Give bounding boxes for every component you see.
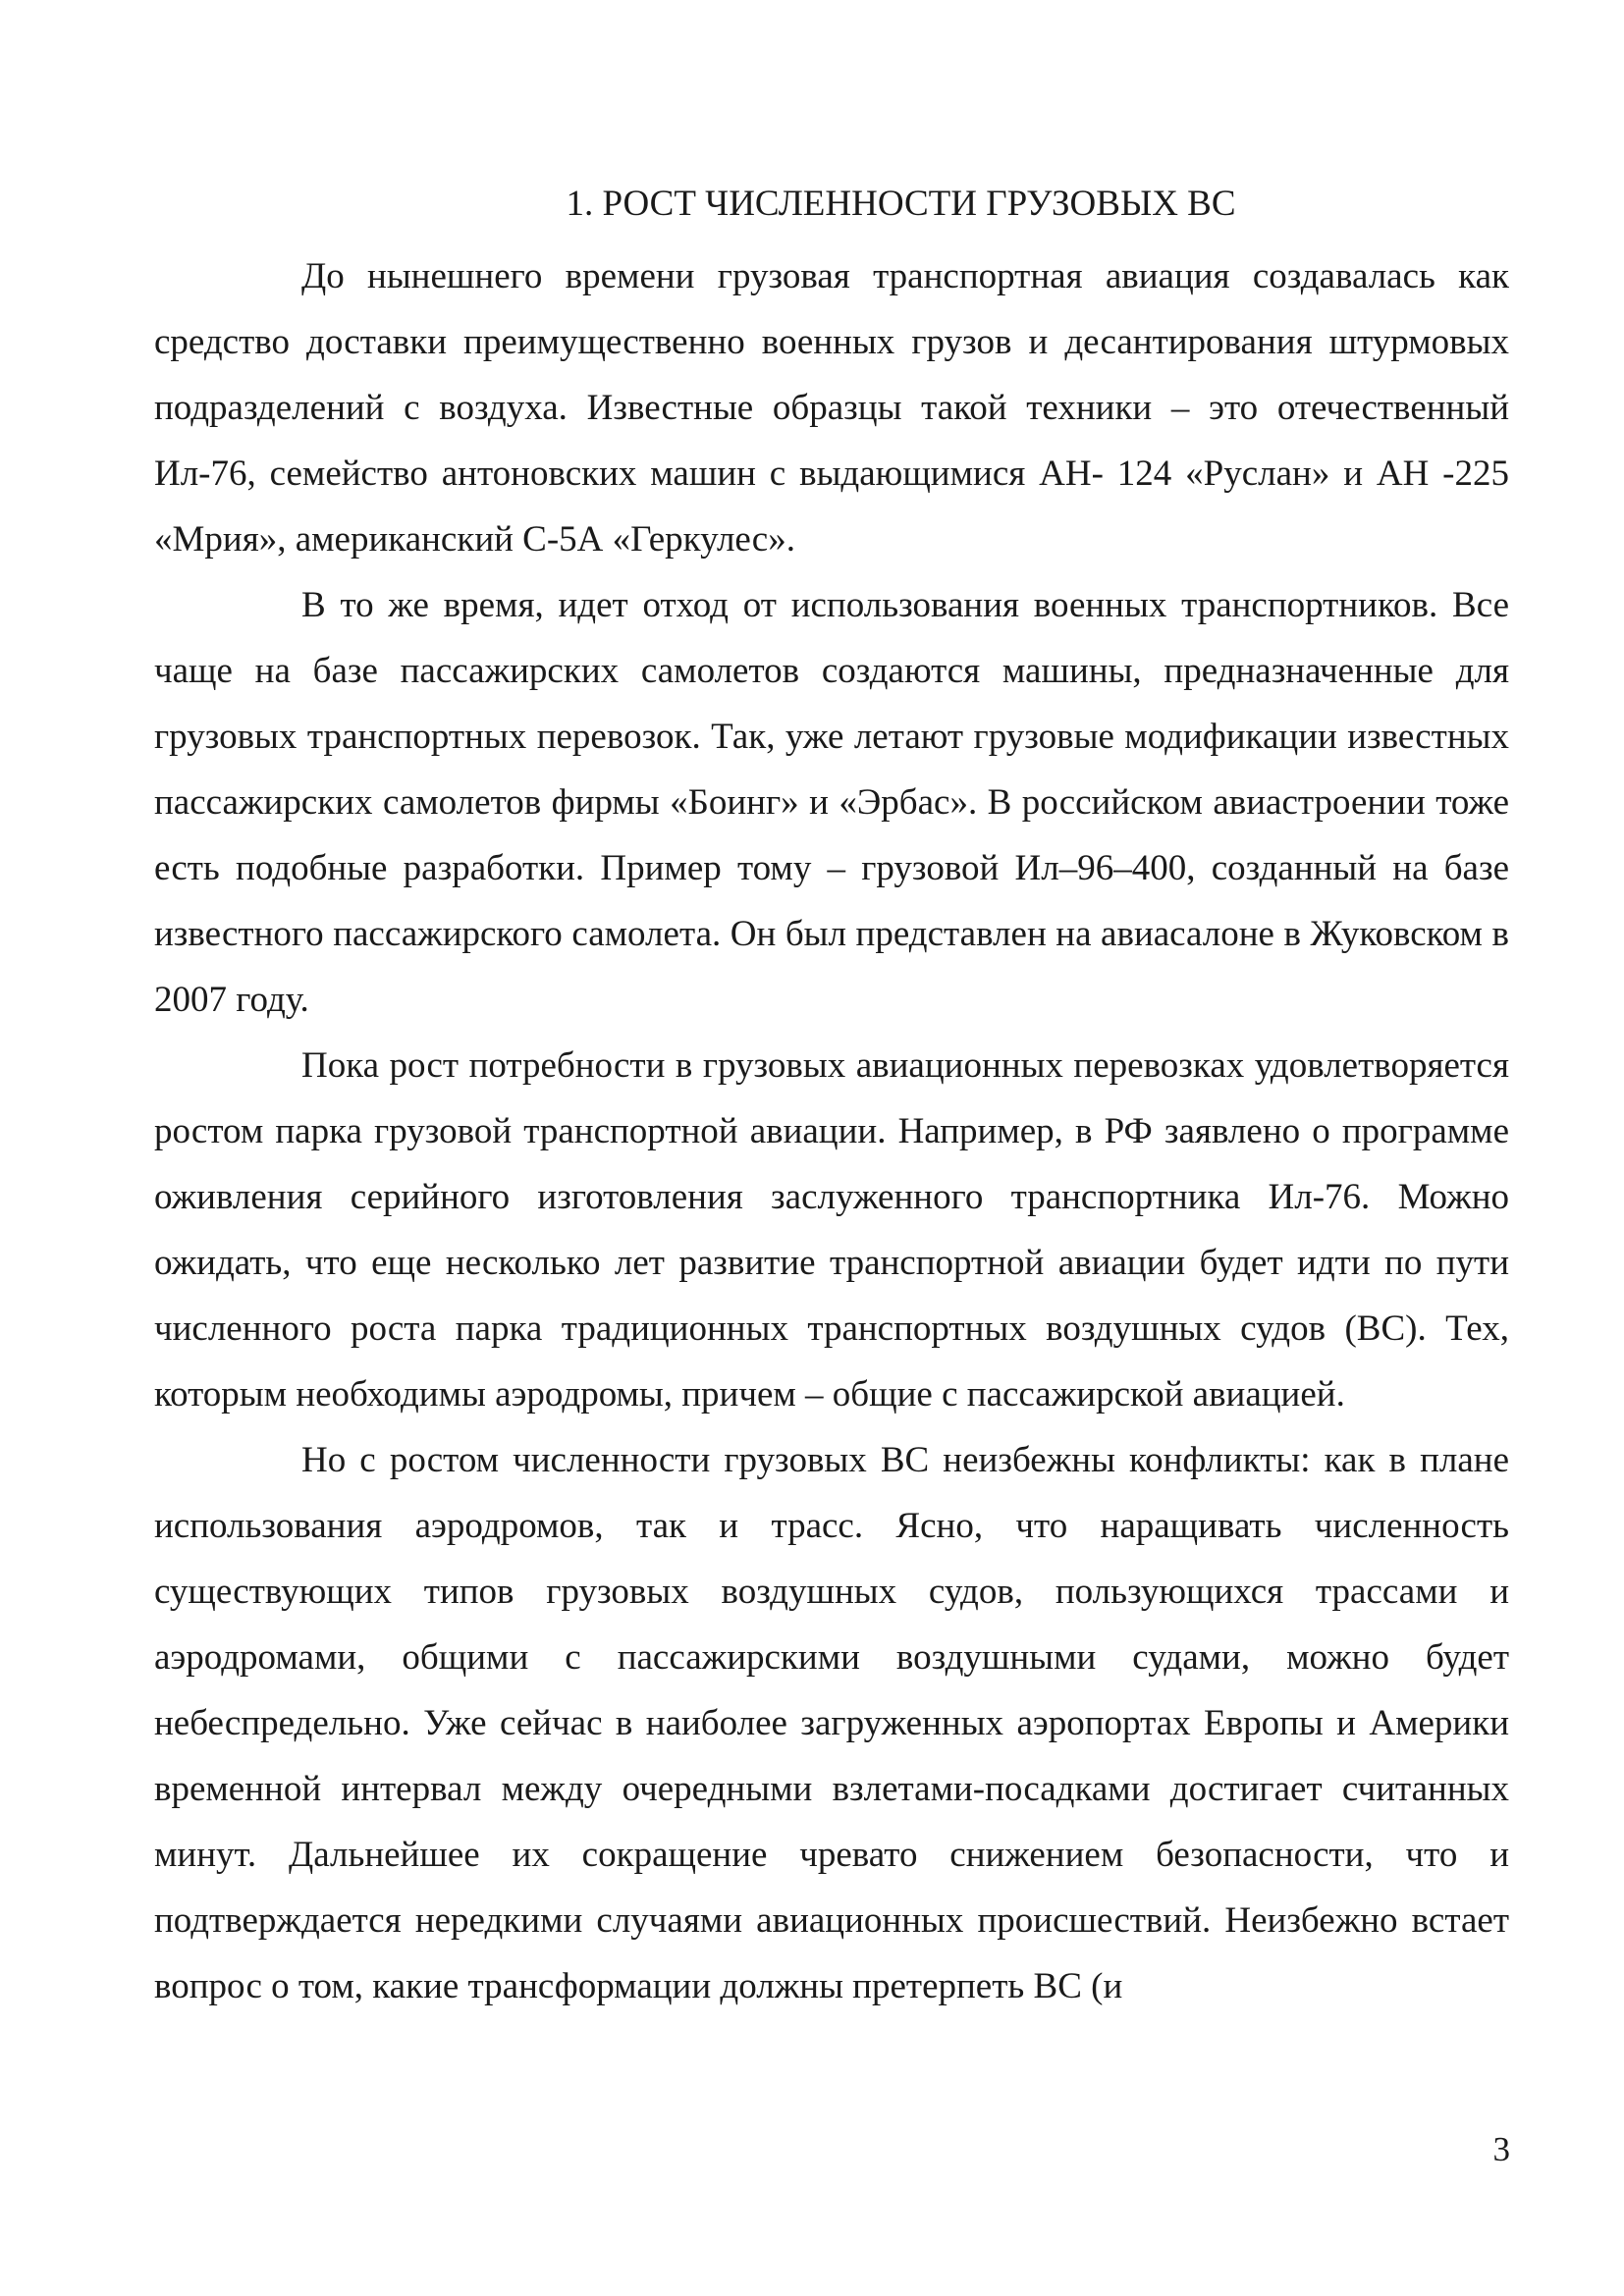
paragraph: Пока рост потребности в грузовых авиационных перевозках удовлетворяется ростом парка грузовой транспортной авиации. Например, в РФ заявлено о программе оживления серийного изготовления заслуженного транспортника Ил-76. Можно ожидать, что еще несколько лет развитие транспортной авиации будет идти по пути численного роста парка традиционных транспортных воздушных судов (ВС). Тех, которым необходимы аэродромы, причем – общие с пассажирской авиацией. [154, 1045, 1509, 1415]
section-heading: 1. РОСТ ЧИСЛЕННОСТИ ГРУЗОВЫХ ВС [566, 184, 1236, 224]
page-number: 3 [1492, 2130, 1510, 2168]
paragraph: В то же время, идет отход от использования военных транспортников. Все чаще на базе пассажирских самолетов создаются машины, предназначенные для грузовых транспортных перевозок. Так, уже летают грузовые модификации известных пассажирских самолетов фирмы «Боинг» и «Эрбас». В российском авиастроении тоже есть подобные разработки. Пример тому – грузовой Ил–96–400, созданный на базе известного пассажирского самолета. Он был представлен на авиасалоне в Жуковском в 2007 году. [154, 585, 1509, 1020]
paragraph: Но с ростом численности грузовых ВС неизбежны конфликты: как в плане использования аэродромов, так и трасс. Ясно, что наращивать численность существующих типов грузовых воздушных судов, пользующихся трассами и аэродромами, общими с пассажирскими воздушными судами, можно будет небеспредельно. Уже сейчас в наиболее загруженных аэропортах Европы и Америки временной интервал между очередными взлетами-посадками достигает считанных минут. Дальнейшее их сокращение чревато снижением безопасности, что и подтверждается нередкими случаями авиационных происшествий. Неизбежно встает вопрос о том, какие трансформации должны претерпеть ВС (и [154, 1440, 1509, 2006]
paragraph: До нынешнего времени грузовая транспортная авиация создавалась как средство доставки преимущественно военных грузов и десантирования штурмовых подразделений с воздуха. Известные образцы такой техники – это отечественный Ил-76, семейство антоновских машин с выдающимися АН- 124 «Руслан» и АН -225 «Мрия», американский С-5А «Геркулес». [154, 256, 1509, 560]
body-text [154, 243, 1509, 2019]
